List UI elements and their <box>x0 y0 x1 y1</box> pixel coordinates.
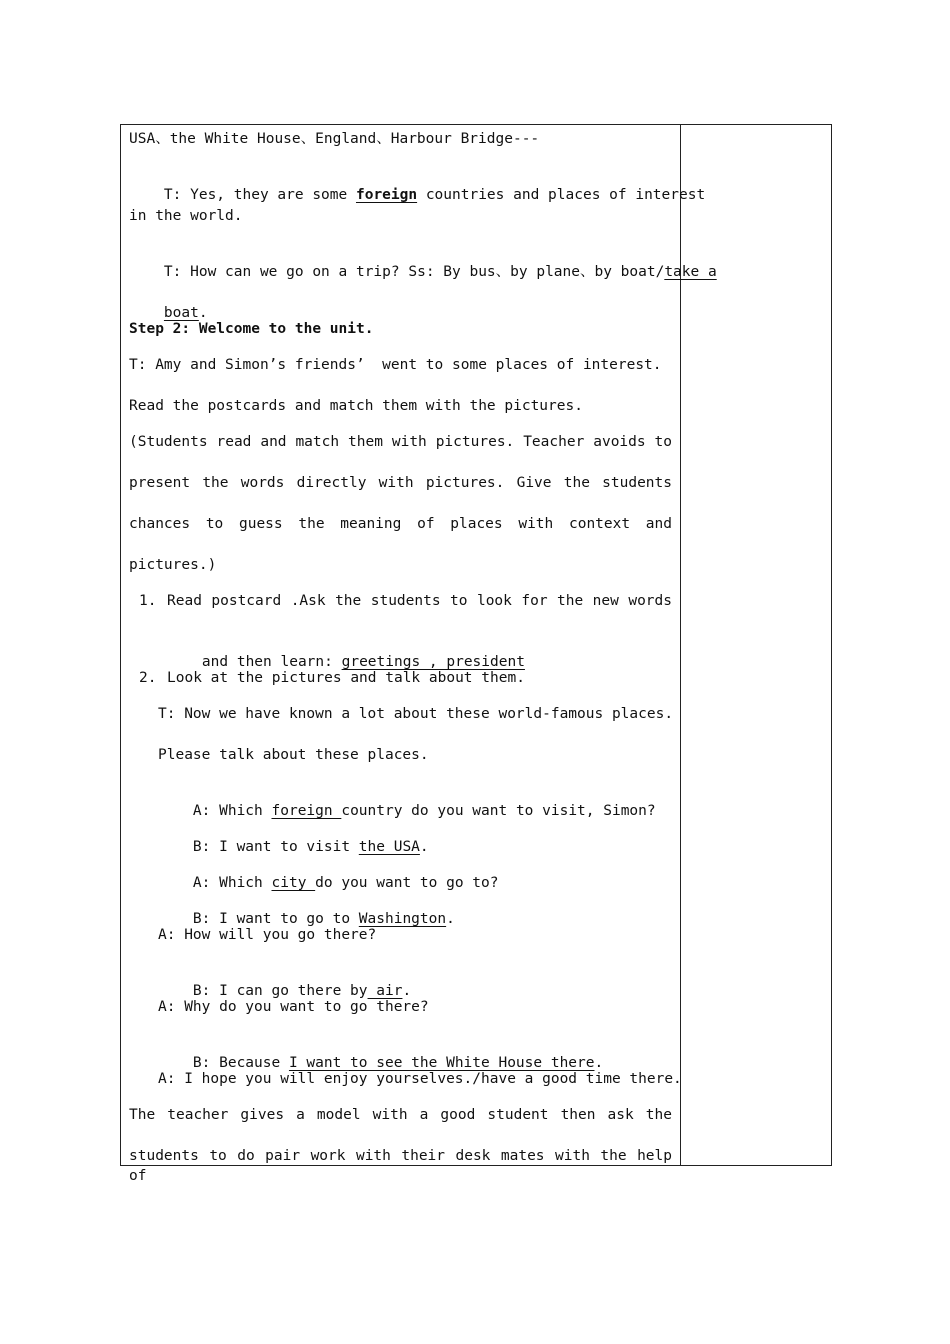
vocab-phrase: greetings , president <box>341 654 525 670</box>
list-number: 2. <box>139 670 157 686</box>
text-line: and then learn: greetings , president <box>201 654 525 670</box>
text-line: The teacher gives a model with a good student then ask the <box>129 1107 672 1123</box>
vocab-phrase: the USA <box>358 839 420 855</box>
dialogue-line: B: I want to visit the USA. <box>192 839 429 855</box>
dialogue-line: A: Why do you want to go there? <box>158 999 429 1015</box>
list-item: Look at the pictures and talk about them. <box>167 670 525 686</box>
text-line: boat. <box>163 305 208 321</box>
lesson-plan-table <box>120 124 832 1184</box>
dialogue-line: B: I can go there by air. <box>192 983 412 999</box>
dialogue-line: A: How will you go there? <box>158 927 377 943</box>
dialogue-line: B: I want to go to Washington. <box>192 911 455 927</box>
vocab-phrase: take a <box>664 264 717 280</box>
text-line: chances to guess the meaning of places with context and <box>129 516 672 532</box>
vocab-phrase: city <box>271 875 316 891</box>
vocab-phrase: air <box>367 983 403 999</box>
dialogue-line: B: Because I want to see the White House there. <box>192 1055 604 1071</box>
text-line: in the world. <box>129 208 243 224</box>
vocab-phrase: Washington <box>358 911 447 927</box>
dialogue-line: A: Which city do you want to go to? <box>192 875 499 891</box>
text-line: (Students read and match them with pictures. Teacher avoids to <box>129 434 672 450</box>
vocab-phrase: boat <box>163 305 199 321</box>
list-number: 1. <box>139 593 157 609</box>
text-line: Please talk about these places. <box>158 747 429 763</box>
text-line: T: Now we have known a lot about these world-famous places. <box>158 706 674 722</box>
vocab-phrase: foreign <box>271 803 342 819</box>
dialogue-line: A: I hope you will enjoy yourselves./have a good time there. <box>158 1071 682 1087</box>
text-line: students to do pair work with their desk mates with the help of <box>129 1148 672 1184</box>
vocab-word: foreign <box>355 187 418 203</box>
text-line: pictures.) <box>129 557 217 573</box>
text-line: USA、the White House、England、Harbour Bridge--- <box>129 131 540 147</box>
text-line: T: Amy and Simon’s friends’ went to some places of interest. <box>129 357 662 373</box>
list-item: Read postcard .Ask the students to look for the new words <box>167 593 672 609</box>
text-line: Read the postcards and match them with the pictures. <box>129 398 583 414</box>
dialogue-line: A: Which foreign country do you want to visit, Simon? <box>192 803 656 819</box>
text-line: present the words directly with pictures. Give the students <box>129 475 672 491</box>
step-heading: Step 2: Welcome to the unit. <box>129 321 374 337</box>
text-line: T: How can we go on a trip? Ss: By bus、by plane、by boat/take a <box>163 264 717 280</box>
text-line: T: Yes, they are some foreign countries and places of interest <box>163 187 706 203</box>
vocab-phrase: I want to see the White House there <box>288 1055 595 1071</box>
